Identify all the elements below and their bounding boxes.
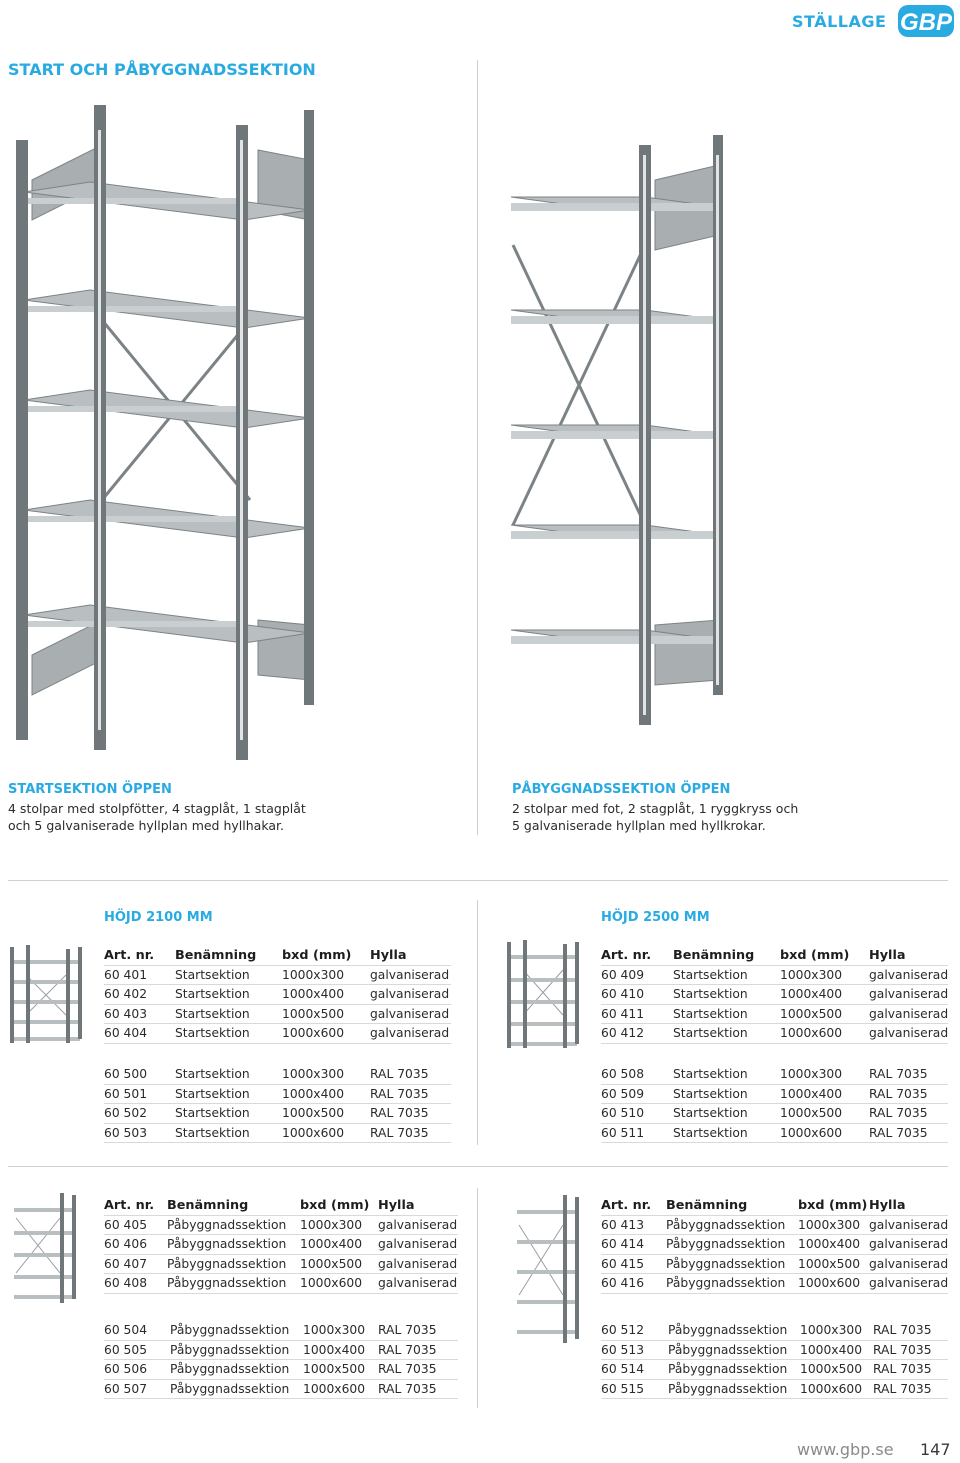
art-number: 60 515 — [601, 1381, 645, 1396]
table-header-row — [104, 946, 451, 966]
table-header-row — [601, 946, 948, 966]
name: Startsektion — [673, 1006, 748, 1021]
table-add-on-2100-galv — [104, 1196, 458, 1294]
name: Startsektion — [175, 1086, 250, 1101]
art-number: 60 410 — [601, 987, 645, 1002]
gbp-logo — [897, 2, 955, 40]
art-number: 60 411 — [601, 1006, 645, 1021]
art-number: 60 505 — [104, 1342, 148, 1357]
top-divider — [477, 60, 478, 835]
table-row — [601, 985, 948, 1005]
size: 1000x500 — [780, 1006, 843, 1021]
art-number: 60 406 — [104, 1237, 148, 1252]
art-number: 60 404 — [104, 1026, 148, 1041]
size: 1000x500 — [282, 1006, 345, 1021]
add-on-section-desc-1: 2 stolpar med fot, 2 stagplåt, 1 ryggkryss och — [512, 801, 799, 816]
size: 1000x400 — [780, 1086, 843, 1101]
add-on-section-image — [505, 135, 735, 745]
shelf: galvaniserad — [370, 987, 450, 1002]
table-row — [104, 1085, 451, 1105]
start-section-image — [10, 100, 340, 770]
name: Påbyggnadssektion — [167, 1256, 287, 1271]
name: Startsektion — [673, 1125, 748, 1140]
art-number: 60 401 — [104, 967, 148, 982]
start-2100-thumb — [8, 945, 84, 1045]
col-art: Art. nr. — [601, 948, 652, 963]
add-on-2100-thumb — [12, 1193, 78, 1303]
shelf: RAL 7035 — [873, 1342, 932, 1357]
shelf: RAL 7035 — [370, 1125, 429, 1140]
art-number: 60 502 — [104, 1106, 148, 1121]
size: 1000x600 — [798, 1276, 861, 1291]
shelf: RAL 7035 — [378, 1323, 437, 1337]
name: Påbyggnadssektion — [668, 1323, 788, 1337]
table-start-2500-ral — [601, 1065, 948, 1143]
shelf: galvaniserad — [370, 967, 450, 982]
col-size: bxd (mm) — [282, 948, 352, 963]
middle-divider-1 — [477, 900, 478, 1145]
art-number: 60 402 — [104, 987, 148, 1002]
shelf: galvaniserad — [869, 1217, 949, 1232]
col-name: Benämning — [666, 1198, 748, 1213]
name: Startsektion — [175, 1125, 250, 1140]
start-section-desc-2: och 5 galvaniserade hyllplan med hyllhakar. — [8, 818, 284, 833]
art-number: 60 412 — [601, 1026, 645, 1041]
shelf: galvaniserad — [370, 1026, 450, 1041]
add-on-section-desc-2: 5 galvaniserade hyllplan med hyllkrokar. — [512, 818, 766, 833]
art-number: 60 403 — [104, 1006, 148, 1021]
art-number: 60 415 — [601, 1256, 645, 1271]
name: Startsektion — [673, 1106, 748, 1121]
size: 1000x500 — [303, 1362, 366, 1377]
table-row — [601, 1380, 948, 1400]
size: 1000x600 — [780, 1125, 843, 1140]
shelf: galvaniserad — [869, 1237, 949, 1252]
col-shelf: Hylla — [378, 1198, 415, 1213]
shelf: RAL 7035 — [869, 1125, 928, 1140]
name: Påbyggnadssektion — [668, 1342, 788, 1357]
size: 1000x400 — [300, 1237, 363, 1252]
shelf: galvaniserad — [869, 1006, 949, 1021]
size: 1000x300 — [780, 967, 843, 982]
name: Påbyggnadssektion — [170, 1323, 290, 1337]
table-row — [601, 1085, 948, 1105]
section-divider-1 — [8, 880, 948, 881]
art-number: 60 416 — [601, 1276, 645, 1291]
name: Startsektion — [175, 967, 250, 982]
shelf: galvaniserad — [378, 1217, 458, 1232]
table-add-on-2500-galv — [601, 1196, 948, 1294]
shelf: galvaniserad — [869, 967, 949, 982]
art-number: 60 508 — [601, 1067, 645, 1081]
name: Startsektion — [175, 1026, 250, 1041]
table-header-row — [104, 1196, 458, 1216]
table-row — [104, 1235, 458, 1255]
col-shelf: Hylla — [370, 948, 407, 963]
name: Påbyggnadssektion — [668, 1381, 788, 1396]
table-row — [601, 966, 948, 986]
start-section-desc-1: 4 stolpar med stolpfötter, 4 stagplåt, 1 stagplåt — [8, 801, 306, 816]
art-number: 60 408 — [104, 1276, 148, 1291]
name: Startsektion — [175, 1106, 250, 1121]
size: 1000x600 — [780, 1026, 843, 1041]
size: 1000x300 — [282, 1067, 345, 1081]
table-row — [104, 1065, 451, 1085]
shelf: RAL 7035 — [869, 1106, 928, 1121]
shelf: galvaniserad — [378, 1276, 458, 1291]
col-name: Benämning — [673, 948, 755, 963]
size: 1000x300 — [300, 1217, 363, 1232]
name: Påbyggnadssektion — [167, 1217, 287, 1232]
table-row — [104, 1024, 451, 1044]
table-row — [104, 1360, 458, 1380]
art-number: 60 510 — [601, 1106, 645, 1121]
art-number: 60 503 — [104, 1125, 148, 1140]
col-name: Benämning — [175, 948, 257, 963]
add-on-2500-thumb — [515, 1195, 581, 1345]
middle-divider-2 — [477, 1188, 478, 1408]
art-number: 60 405 — [104, 1217, 148, 1232]
col-shelf: Hylla — [869, 1198, 906, 1213]
art-number: 60 506 — [104, 1362, 148, 1377]
name: Påbyggnadssektion — [170, 1362, 290, 1377]
shelf: RAL 7035 — [370, 1086, 429, 1101]
table-row — [104, 1005, 451, 1025]
shelf: RAL 7035 — [378, 1362, 437, 1377]
name: Påbyggnadssektion — [668, 1362, 788, 1377]
table-header-row — [601, 1196, 948, 1216]
start-2500-thumb — [505, 940, 581, 1050]
size: 1000x600 — [282, 1026, 345, 1041]
size: 1000x400 — [798, 1237, 861, 1252]
name: Startsektion — [175, 987, 250, 1002]
section-category: STÄLLAGE — [792, 12, 887, 31]
table-row — [601, 1360, 948, 1380]
table-row — [104, 1380, 458, 1400]
shelf: RAL 7035 — [873, 1381, 932, 1396]
art-number: 60 511 — [601, 1125, 645, 1140]
size: 1000x500 — [282, 1106, 345, 1121]
shelf: RAL 7035 — [869, 1086, 928, 1101]
table-row — [601, 1216, 948, 1236]
art-number: 60 414 — [601, 1237, 645, 1252]
name: Startsektion — [673, 987, 748, 1002]
art-number: 60 513 — [601, 1342, 645, 1357]
table-row — [601, 1235, 948, 1255]
table-row — [104, 985, 451, 1005]
table-row — [601, 1024, 948, 1044]
shelf: RAL 7035 — [378, 1342, 437, 1357]
name: Påbyggnadssektion — [666, 1237, 786, 1252]
table-row — [104, 1341, 458, 1361]
height-2500-title: HÖJD 2500 MM — [601, 910, 710, 925]
table-add-on-2500-ral — [601, 1321, 948, 1399]
table-row — [104, 1274, 458, 1294]
art-number: 60 504 — [104, 1323, 148, 1337]
shelf: galvaniserad — [378, 1256, 458, 1271]
table-start-2100-ral — [104, 1065, 451, 1143]
size: 1000x400 — [780, 987, 843, 1002]
name: Påbyggnadssektion — [170, 1342, 290, 1357]
art-number: 60 413 — [601, 1217, 645, 1232]
art-number: 60 407 — [104, 1256, 148, 1271]
name: Påbyggnadssektion — [170, 1381, 290, 1396]
page-title: START OCH PÅBYGGNADSSEKTION — [8, 60, 316, 79]
size: 1000x600 — [303, 1381, 366, 1396]
size: 1000x600 — [800, 1381, 863, 1396]
size: 1000x400 — [282, 987, 345, 1002]
col-size: bxd (mm) — [300, 1198, 370, 1213]
table-start-2100-galv — [104, 946, 451, 1044]
table-row — [104, 1255, 458, 1275]
name: Påbyggnadssektion — [167, 1276, 287, 1291]
size: 1000x500 — [300, 1256, 363, 1271]
size: 1000x600 — [300, 1276, 363, 1291]
name: Påbyggnadssektion — [666, 1256, 786, 1271]
table-row — [601, 1065, 948, 1085]
table-row — [104, 1216, 458, 1236]
name: Startsektion — [673, 967, 748, 982]
col-shelf: Hylla — [869, 948, 906, 963]
name: Påbyggnadssektion — [167, 1237, 287, 1252]
art-number: 60 500 — [104, 1067, 148, 1081]
art-number: 60 501 — [104, 1086, 148, 1101]
page-number: 147 — [920, 1440, 951, 1459]
art-number: 60 514 — [601, 1362, 645, 1377]
shelf: galvaniserad — [370, 1006, 450, 1021]
size: 1000x500 — [798, 1256, 861, 1271]
table-start-2500-galv — [601, 946, 948, 1044]
name: Påbyggnadssektion — [666, 1276, 786, 1291]
size: 1000x300 — [798, 1217, 861, 1232]
art-number: 60 507 — [104, 1381, 148, 1396]
col-art: Art. nr. — [601, 1198, 652, 1213]
table-row — [601, 1341, 948, 1361]
size: 1000x400 — [303, 1342, 366, 1357]
size: 1000x300 — [780, 1067, 843, 1081]
table-row — [104, 1104, 451, 1124]
art-number: 60 509 — [601, 1086, 645, 1101]
shelf: galvaniserad — [869, 987, 949, 1002]
table-add-on-2100-ral — [104, 1321, 458, 1399]
shelf: RAL 7035 — [869, 1067, 928, 1081]
shelf: galvaniserad — [869, 1256, 949, 1271]
col-name: Benämning — [167, 1198, 249, 1213]
shelf: RAL 7035 — [370, 1067, 429, 1081]
name: Startsektion — [175, 1067, 250, 1081]
section-divider-2 — [8, 1166, 948, 1167]
shelf: galvaniserad — [869, 1276, 949, 1291]
art-number: 60 409 — [601, 967, 645, 982]
table-row — [601, 1005, 948, 1025]
shelf: galvaniserad — [378, 1237, 458, 1252]
shelf: RAL 7035 — [370, 1106, 429, 1121]
col-size: bxd (mm) — [780, 948, 850, 963]
name: Startsektion — [673, 1026, 748, 1041]
start-section-title: STARTSEKTION ÖPPEN — [8, 782, 172, 797]
shelf: RAL 7035 — [873, 1323, 932, 1337]
table-row — [104, 966, 451, 986]
size: 1000x300 — [303, 1323, 366, 1337]
name: Startsektion — [175, 1006, 250, 1021]
size: 1000x400 — [800, 1342, 863, 1357]
size: 1000x400 — [282, 1086, 345, 1101]
art-number: 60 512 — [601, 1323, 645, 1337]
shelf: RAL 7035 — [873, 1362, 932, 1377]
table-row — [601, 1124, 948, 1144]
col-art: Art. nr. — [104, 1198, 155, 1213]
add-on-section-title: PÅBYGGNADSSEKTION ÖPPEN — [512, 782, 731, 797]
footer-url[interactable]: www.gbp.se — [797, 1440, 894, 1459]
table-row — [601, 1321, 948, 1341]
name: Påbyggnadssektion — [666, 1217, 786, 1232]
name: Startsektion — [673, 1067, 748, 1081]
table-row — [104, 1321, 458, 1341]
height-2100-title: HÖJD 2100 MM — [104, 910, 213, 925]
col-size: bxd (mm) — [798, 1198, 868, 1213]
logo-text: GBP — [899, 9, 953, 36]
name: Startsektion — [673, 1086, 748, 1101]
size: 1000x500 — [780, 1106, 843, 1121]
table-row — [601, 1255, 948, 1275]
shelf: RAL 7035 — [378, 1381, 437, 1396]
size: 1000x300 — [282, 967, 345, 982]
table-row — [601, 1274, 948, 1294]
size: 1000x600 — [282, 1125, 345, 1140]
table-row — [601, 1104, 948, 1124]
col-art: Art. nr. — [104, 948, 155, 963]
shelf: galvaniserad — [869, 1026, 949, 1041]
size: 1000x300 — [800, 1323, 863, 1337]
table-row — [104, 1124, 451, 1144]
size: 1000x500 — [800, 1362, 863, 1377]
